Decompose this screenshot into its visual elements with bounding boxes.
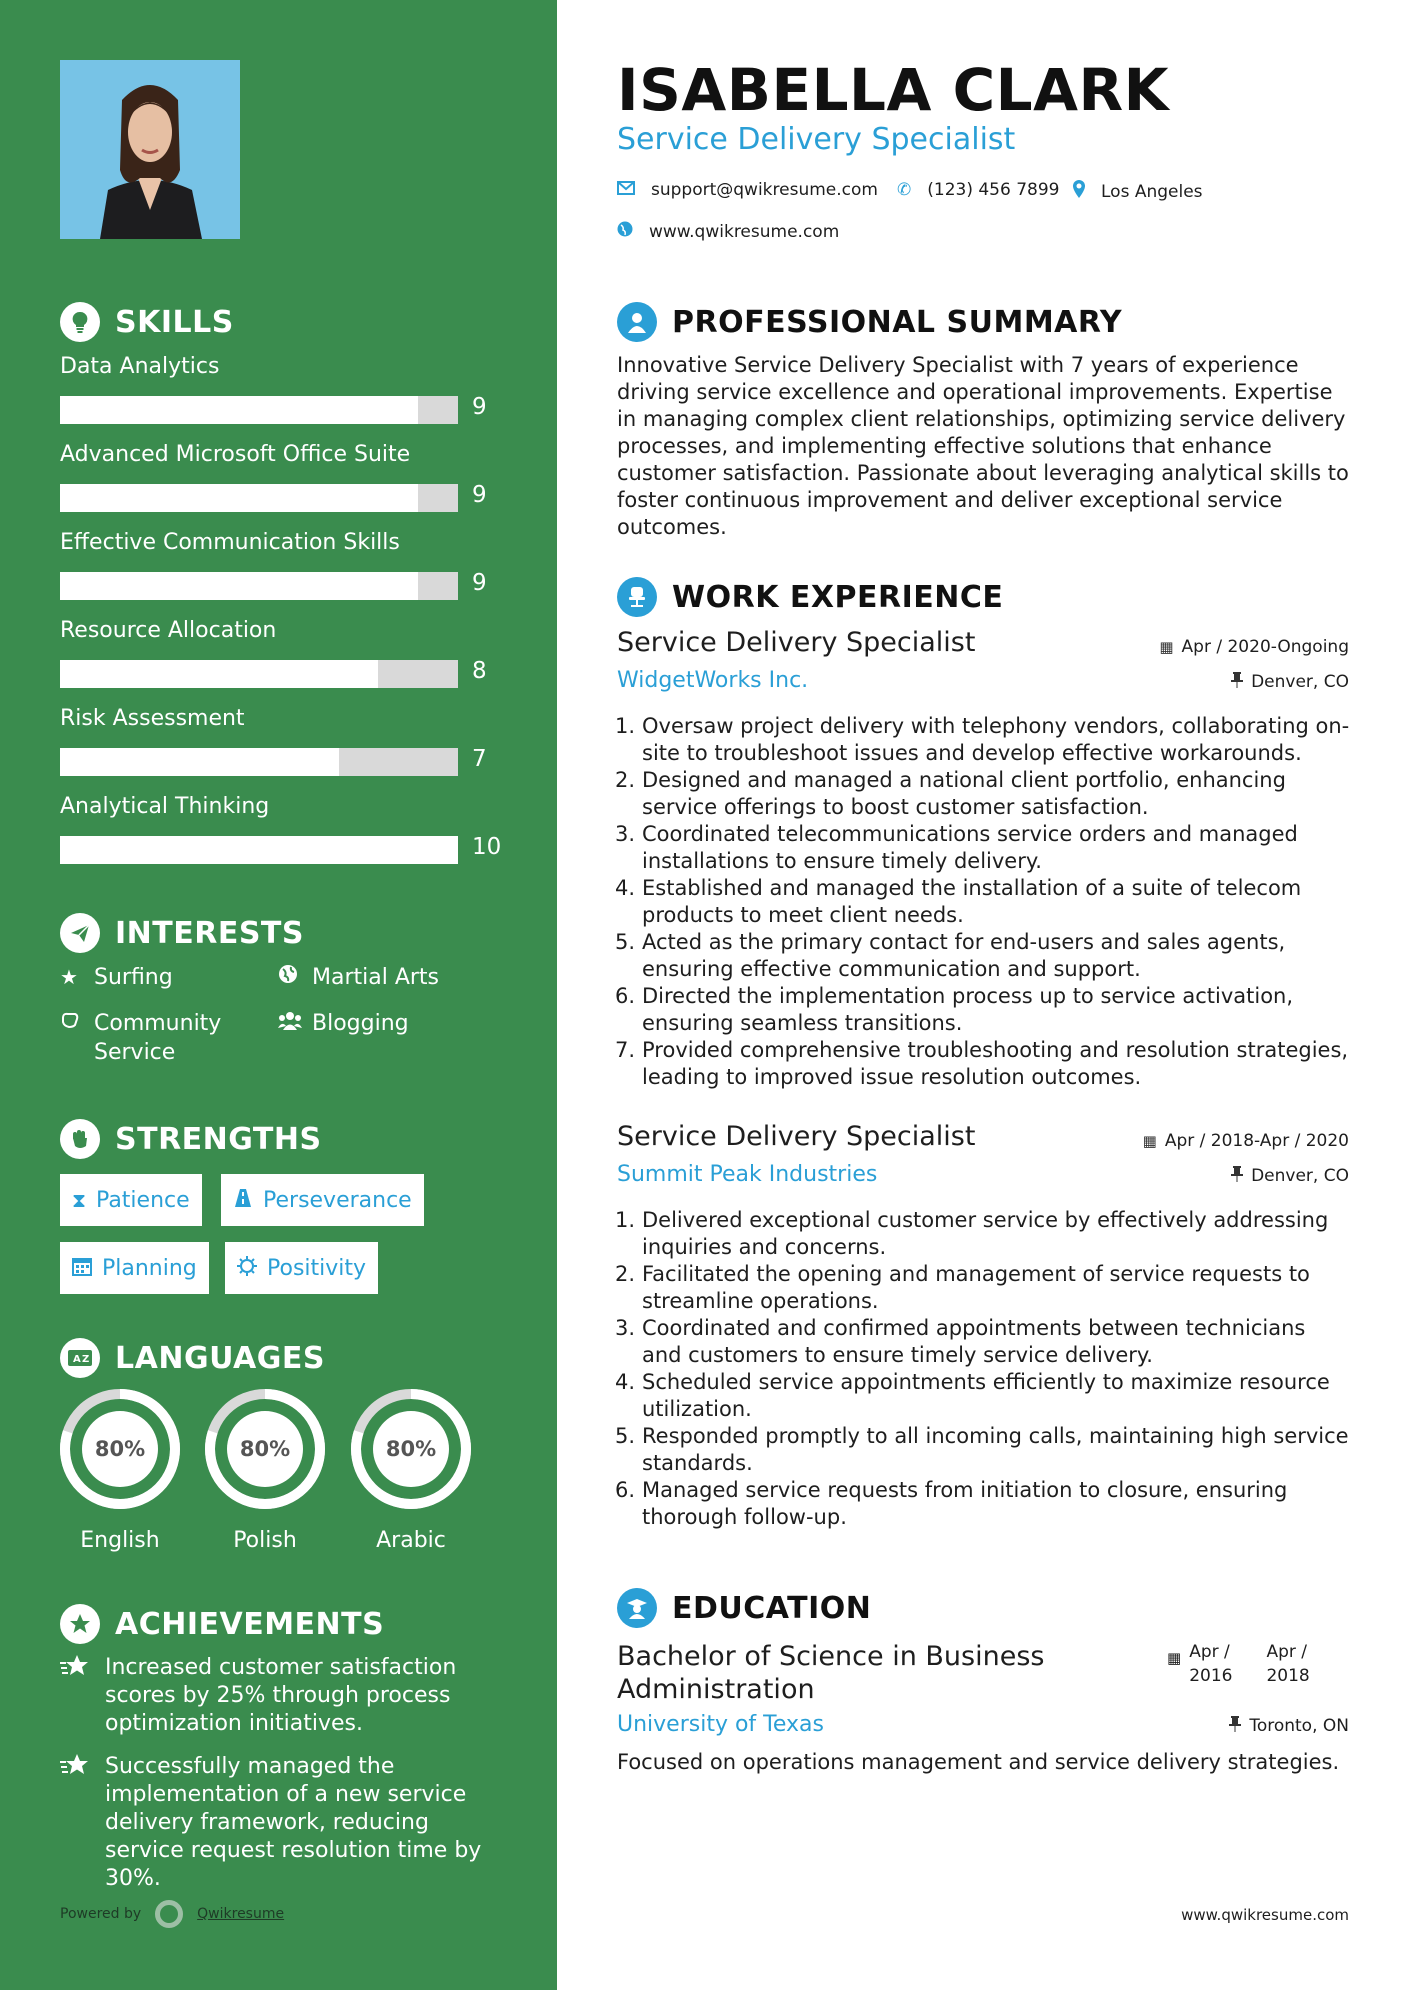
- achievement-item: [60, 1654, 510, 1738]
- job-location: [1231, 1166, 1349, 1186]
- duty-item: 1. Oversaw project delivery with telephony vendors, collaborating on-site to troubleshoot issues and develop effective workarounds.: [614, 714, 1350, 765]
- skill-item: [60, 440, 520, 508]
- qwikresume-logo-icon: [155, 1900, 183, 1928]
- language-name: English: [80, 1528, 160, 1553]
- education-start: [1189, 1640, 1232, 1688]
- strengths-title: STRENGTHS: [115, 1121, 322, 1157]
- duty-text: Directed the implementation process up to service activation, ensuring seamless transitions.: [642, 984, 1294, 1035]
- star-badge-icon: [60, 1604, 100, 1644]
- interests-heading: [60, 913, 304, 953]
- calendar-icon: [72, 1256, 92, 1281]
- language-percent: 80%: [94, 1437, 146, 1461]
- language-percent: 80%: [239, 1437, 291, 1461]
- languages-heading: [60, 1338, 325, 1378]
- summary-title: PROFESSIONAL SUMMARY: [672, 304, 1123, 340]
- duty-text: Designed and managed a national client portfolio, enhancing service offerings to boost customer satisfaction.: [642, 768, 1286, 819]
- education-description: Focused on operations management and service delivery strategies.: [617, 1750, 1340, 1774]
- duty-text: Delivered exceptional customer service by effectively addressing inquiries and concerns.: [642, 1208, 1329, 1259]
- phone-text: (123) 456 7899: [927, 180, 1060, 200]
- achievement-item: [60, 1753, 510, 1893]
- strength-tag: [221, 1174, 424, 1226]
- skill-bar-fill: [60, 396, 418, 424]
- job-dates-text: Apr / 2020-Ongoing: [1181, 637, 1349, 657]
- powered-by: [60, 1900, 284, 1928]
- education-title: EDUCATION: [672, 1590, 872, 1626]
- language-item: [58, 1388, 182, 1553]
- interest-label: Surfing: [94, 965, 173, 990]
- education-start-month: Apr /: [1189, 1642, 1230, 1662]
- education-location-text: Toronto, ON: [1249, 1716, 1349, 1736]
- job-title: Service Delivery Specialist: [617, 627, 976, 658]
- skill-name: Data Analytics: [60, 354, 220, 379]
- email-text[interactable]: support@qwikresume.com: [651, 180, 878, 200]
- language-item: [203, 1388, 327, 1553]
- languages-title: LANGUAGES: [115, 1340, 325, 1376]
- skill-value: 9: [472, 570, 487, 596]
- strength-label: Planning: [102, 1255, 197, 1281]
- strength-tag: [225, 1242, 378, 1294]
- phone-icon: ✆: [897, 180, 912, 200]
- job-location-text: Denver, CO: [1251, 672, 1349, 692]
- strength-tag: [60, 1174, 202, 1226]
- skill-name: Analytical Thinking: [60, 794, 270, 819]
- strength-label: Perseverance: [263, 1187, 412, 1213]
- education-heading: [617, 1588, 871, 1628]
- skill-bar: [60, 484, 458, 512]
- job-company: Summit Peak Industries: [617, 1162, 878, 1187]
- calendar-icon: ▦: [1159, 638, 1174, 656]
- calendar-icon: ▦: [1142, 1132, 1157, 1150]
- skill-name: Resource Allocation: [60, 618, 277, 643]
- star-icon: [60, 1654, 105, 1738]
- skill-name: Risk Assessment: [60, 706, 245, 731]
- skill-item: [60, 352, 520, 420]
- job-duties: [611, 713, 1351, 1091]
- skill-bar-fill: [60, 484, 418, 512]
- duty-text: Managed service requests from initiation to closure, ensuring thorough follow-up.: [642, 1478, 1288, 1529]
- skill-bar: [60, 748, 458, 776]
- duty-text: Coordinated telecommunications service orders and managed installations to ensure timely delivery.: [642, 822, 1298, 873]
- candidate-name: ISABELLA CLARK: [617, 56, 1170, 124]
- globe-icon: [278, 963, 312, 992]
- website-text[interactable]: www.qwikresume.com: [649, 221, 840, 242]
- achievement-text: Increased customer satisfaction scores by 25% through process optimization initiatives.: [105, 1655, 457, 1736]
- skill-value: 9: [472, 482, 487, 508]
- calendar-icon: ▦: [1167, 1649, 1182, 1667]
- job-company: WidgetWorks Inc.: [617, 668, 809, 693]
- contact-website: [617, 221, 839, 242]
- duty-item: 3. Coordinated telecommunications service orders and managed installations to ensure timely delivery.: [611, 821, 1351, 875]
- pushpin-icon: [1231, 1166, 1243, 1186]
- duty-item: 2. Designed and managed a national client portfolio, enhancing service offerings to boost customer satisfaction.: [611, 767, 1351, 821]
- duty-item: 5. Acted as the primary contact for end-users and sales agents, ensuring effective communication and support.: [611, 929, 1351, 983]
- education-start-year: 2016: [1189, 1666, 1233, 1686]
- strength-tag: [60, 1242, 209, 1294]
- language-name: Polish: [233, 1528, 297, 1553]
- job-location: [1231, 672, 1349, 692]
- education-location: [1229, 1716, 1349, 1736]
- duty-item: 4. Scheduled service appointments efficiently to maximize resource utilization.: [611, 1369, 1351, 1423]
- pushpin-icon: [1229, 1716, 1241, 1736]
- duty-text: Acted as the primary contact for end-users and sales agents, ensuring effective communication and support.: [642, 930, 1286, 981]
- globe-icon: [617, 221, 633, 242]
- profile-photo: [60, 60, 240, 239]
- skill-name: Advanced Microsoft Office Suite: [60, 442, 411, 467]
- language-name: Arabic: [376, 1528, 446, 1553]
- job-dates-text: Apr / 2018-Apr / 2020: [1164, 1131, 1349, 1151]
- duty-item: 6. Managed service requests from initiation to closure, ensuring thorough follow-up.: [611, 1477, 1351, 1531]
- duty-text: Coordinated and confirmed appointments between technicians and customers to ensure timely service delivery.: [642, 1316, 1306, 1367]
- skill-value: 8: [472, 658, 487, 684]
- duty-item: 2. Facilitated the opening and management of service requests to streamline operations.: [611, 1261, 1351, 1315]
- job-location-text: Denver, CO: [1251, 1166, 1349, 1186]
- duty-item: 4. Established and managed the installation of a suite of telecom products to meet client needs.: [611, 875, 1351, 929]
- skill-bar-fill: [60, 748, 339, 776]
- interest-item: [60, 1009, 250, 1067]
- duty-text: Facilitated the opening and management of service requests to streamline operations.: [642, 1262, 1310, 1313]
- interest-item: [60, 963, 260, 992]
- duty-item: 1. Delivered exceptional customer service by effectively addressing inquiries and concerns.: [611, 1207, 1351, 1261]
- achievement-text: Successfully managed the implementation of a new service delivery framework, reducing service request resolution time by 30%.: [105, 1754, 482, 1891]
- interest-label: Community Service: [94, 1011, 222, 1065]
- duty-text: Scheduled service appointments efficiently to maximize resource utilization.: [642, 1370, 1330, 1421]
- qwikresume-link[interactable]: Qwikresume: [197, 1906, 285, 1922]
- skill-item: [60, 616, 520, 684]
- sidebar: [0, 0, 557, 1990]
- education-end: [1266, 1640, 1309, 1688]
- skills-title: SKILLS: [115, 304, 234, 340]
- chair-icon: [617, 577, 657, 617]
- footer-url[interactable]: www.qwikresume.com: [1181, 1906, 1349, 1924]
- duty-text: Oversaw project delivery with telephony vendors, collaborating on-site to troubleshoot issues and develop effective workarounds.: [642, 714, 1350, 765]
- profile-photo-illustration: [60, 60, 240, 239]
- skill-item: [60, 528, 520, 596]
- skill-bar: [60, 572, 458, 600]
- achievements-heading: [60, 1604, 384, 1644]
- skill-bar: [60, 660, 458, 688]
- contact-location: [1073, 180, 1203, 203]
- duty-text: Provided comprehensive troubleshooting and resolution strategies, leading to improved issue resolution outcomes.: [642, 1038, 1349, 1089]
- interest-label: Martial Arts: [312, 965, 440, 990]
- duty-item: 5. Responded promptly to all incoming calls, maintaining high service standards.: [611, 1423, 1351, 1477]
- education-end-month: Apr /: [1266, 1642, 1307, 1662]
- job-title: Service Delivery Specialist: [617, 1121, 976, 1152]
- map-pin-icon: [1073, 180, 1085, 203]
- language-percent: 80%: [385, 1437, 437, 1461]
- envelope-icon: [617, 180, 635, 200]
- education-degree: Bachelor of Science in Business Administration: [617, 1641, 1045, 1705]
- strength-label: Patience: [96, 1187, 190, 1213]
- road-icon: [233, 1188, 253, 1212]
- star-icon: ★: [60, 965, 78, 989]
- language-item: [349, 1388, 473, 1553]
- skill-bar: [60, 836, 458, 864]
- skill-bar: [60, 396, 458, 424]
- svg-text:Z: Z: [82, 1354, 90, 1365]
- paper-plane-icon: [60, 913, 100, 953]
- location-text: Los Angeles: [1101, 181, 1203, 202]
- interests-title: INTERESTS: [115, 915, 304, 951]
- language-ring: [204, 1388, 326, 1510]
- skill-bar-fill: [60, 836, 458, 864]
- hourglass-icon: ⧗: [72, 1188, 87, 1212]
- duty-text: Established and managed the installation of a suite of telecom products to meet client needs.: [642, 876, 1302, 927]
- job-dates: [1143, 1131, 1349, 1151]
- contact-email: [617, 180, 878, 200]
- star-icon: [60, 1753, 105, 1893]
- summary-text: Innovative Service Delivery Specialist with 7 years of experience driving service excellence and operational improvements. Expertise in managing complex client relationships, optimizing service delivery processes, and implementing effective solutions that enhance customer satisfaction. Passionate about leveraging analytical skills to foster continuous improvement and deliver exceptional service outcomes.: [617, 353, 1349, 539]
- job-dates: [1159, 637, 1349, 657]
- education-dates: [1167, 1640, 1310, 1688]
- education-end-year: 2018: [1266, 1666, 1310, 1686]
- language-ring: [350, 1388, 472, 1510]
- duty-item: 3. Coordinated and confirmed appointments between technicians and customers to ensure timely service delivery.: [611, 1315, 1351, 1369]
- pushpin-icon: [1231, 672, 1243, 692]
- lightbulb-icon: [60, 302, 100, 342]
- interest-item: [278, 1009, 478, 1038]
- interest-label: Blogging: [312, 1011, 409, 1036]
- skill-bar-fill: [60, 572, 418, 600]
- job-duties: [611, 1207, 1351, 1531]
- strength-label: Positivity: [267, 1255, 367, 1281]
- skill-value: 9: [472, 394, 487, 420]
- experience-heading: [617, 577, 1003, 617]
- education-school: University of Texas: [617, 1712, 824, 1737]
- skill-item: [60, 704, 520, 772]
- duty-item: 7. Provided comprehensive troubleshooting and resolution strategies, leading to improved issue resolution outcomes.: [611, 1037, 1351, 1091]
- candidate-role: Service Delivery Specialist: [617, 122, 1016, 157]
- fist-icon: [60, 1119, 100, 1159]
- hand-icon: [60, 1009, 94, 1067]
- skills-heading: [60, 302, 234, 342]
- strengths-heading: [60, 1119, 322, 1159]
- skill-value: 7: [472, 746, 487, 772]
- powered-by-label: Powered by: [60, 1906, 142, 1922]
- interest-item: [278, 963, 478, 992]
- skill-value: 10: [472, 834, 502, 860]
- skill-bar-fill: [60, 660, 378, 688]
- graduate-icon: [617, 1588, 657, 1628]
- group-icon: [278, 1009, 312, 1038]
- skill-item: [60, 792, 520, 860]
- svg-text:A: A: [73, 1354, 81, 1365]
- language-ring: [59, 1388, 181, 1510]
- duty-item: 6. Directed the implementation process up to service activation, ensuring seamless transitions.: [611, 983, 1351, 1037]
- user-icon: [617, 302, 657, 342]
- experience-title: WORK EXPERIENCE: [672, 579, 1004, 615]
- duty-text: Responded promptly to all incoming calls, maintaining high service standards.: [642, 1424, 1349, 1475]
- contact-phone: [897, 180, 1059, 200]
- summary-heading: [617, 302, 1122, 342]
- skill-name: Effective Communication Skills: [60, 530, 400, 555]
- sun-icon: [237, 1256, 257, 1281]
- language-icon: [60, 1338, 100, 1378]
- achievements-title: ACHIEVEMENTS: [115, 1606, 385, 1642]
